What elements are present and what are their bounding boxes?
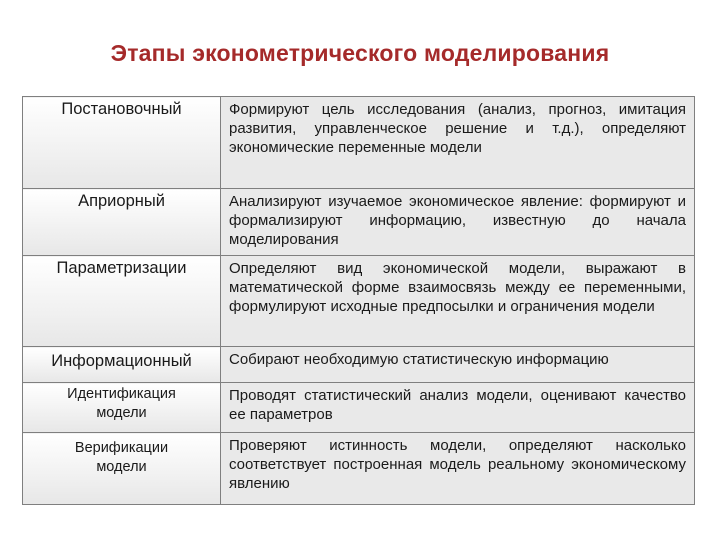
table-row <box>23 256 695 347</box>
stage-name: Верификации модели <box>23 433 221 505</box>
table-row <box>23 97 695 189</box>
stage-description: Анализируют изучаемое экономическое явление: формируют и формализируют информацию, известную до начала моделирования <box>221 189 695 256</box>
stage-name: Информационный <box>23 347 221 383</box>
table-row <box>23 189 695 256</box>
stage-description: Определяют вид экономической модели, выражают в математической форме взаимосвязь между ее переменными, формулируют исходные предпосылки и ограничения модели <box>221 256 695 347</box>
stage-name: Априорный <box>23 189 221 256</box>
stage-name: Параметризации <box>23 256 221 347</box>
page-title: Этапы эконометрического моделирования <box>110 40 610 66</box>
table-row <box>23 383 695 433</box>
table-row <box>23 347 695 383</box>
stage-name: Постановочный <box>23 97 221 189</box>
stage-description: Собирают необходимую статистическую информацию <box>221 347 695 383</box>
stage-description: Формируют цель исследования (анализ, прогноз, имитация развития, управленческое решение и т.д.), определяют экономические переменные модели <box>221 97 695 189</box>
stage-description: Проверяют истинность модели, определяют насколько соответствует построенная модель реальному экономическому явлению <box>221 433 695 505</box>
stage-description: Проводят статистический анализ модели, оценивают качество ее параметров <box>221 383 695 433</box>
stages-table <box>22 96 695 505</box>
table-row <box>23 433 695 505</box>
stage-name: Идентификация модели <box>23 383 221 433</box>
